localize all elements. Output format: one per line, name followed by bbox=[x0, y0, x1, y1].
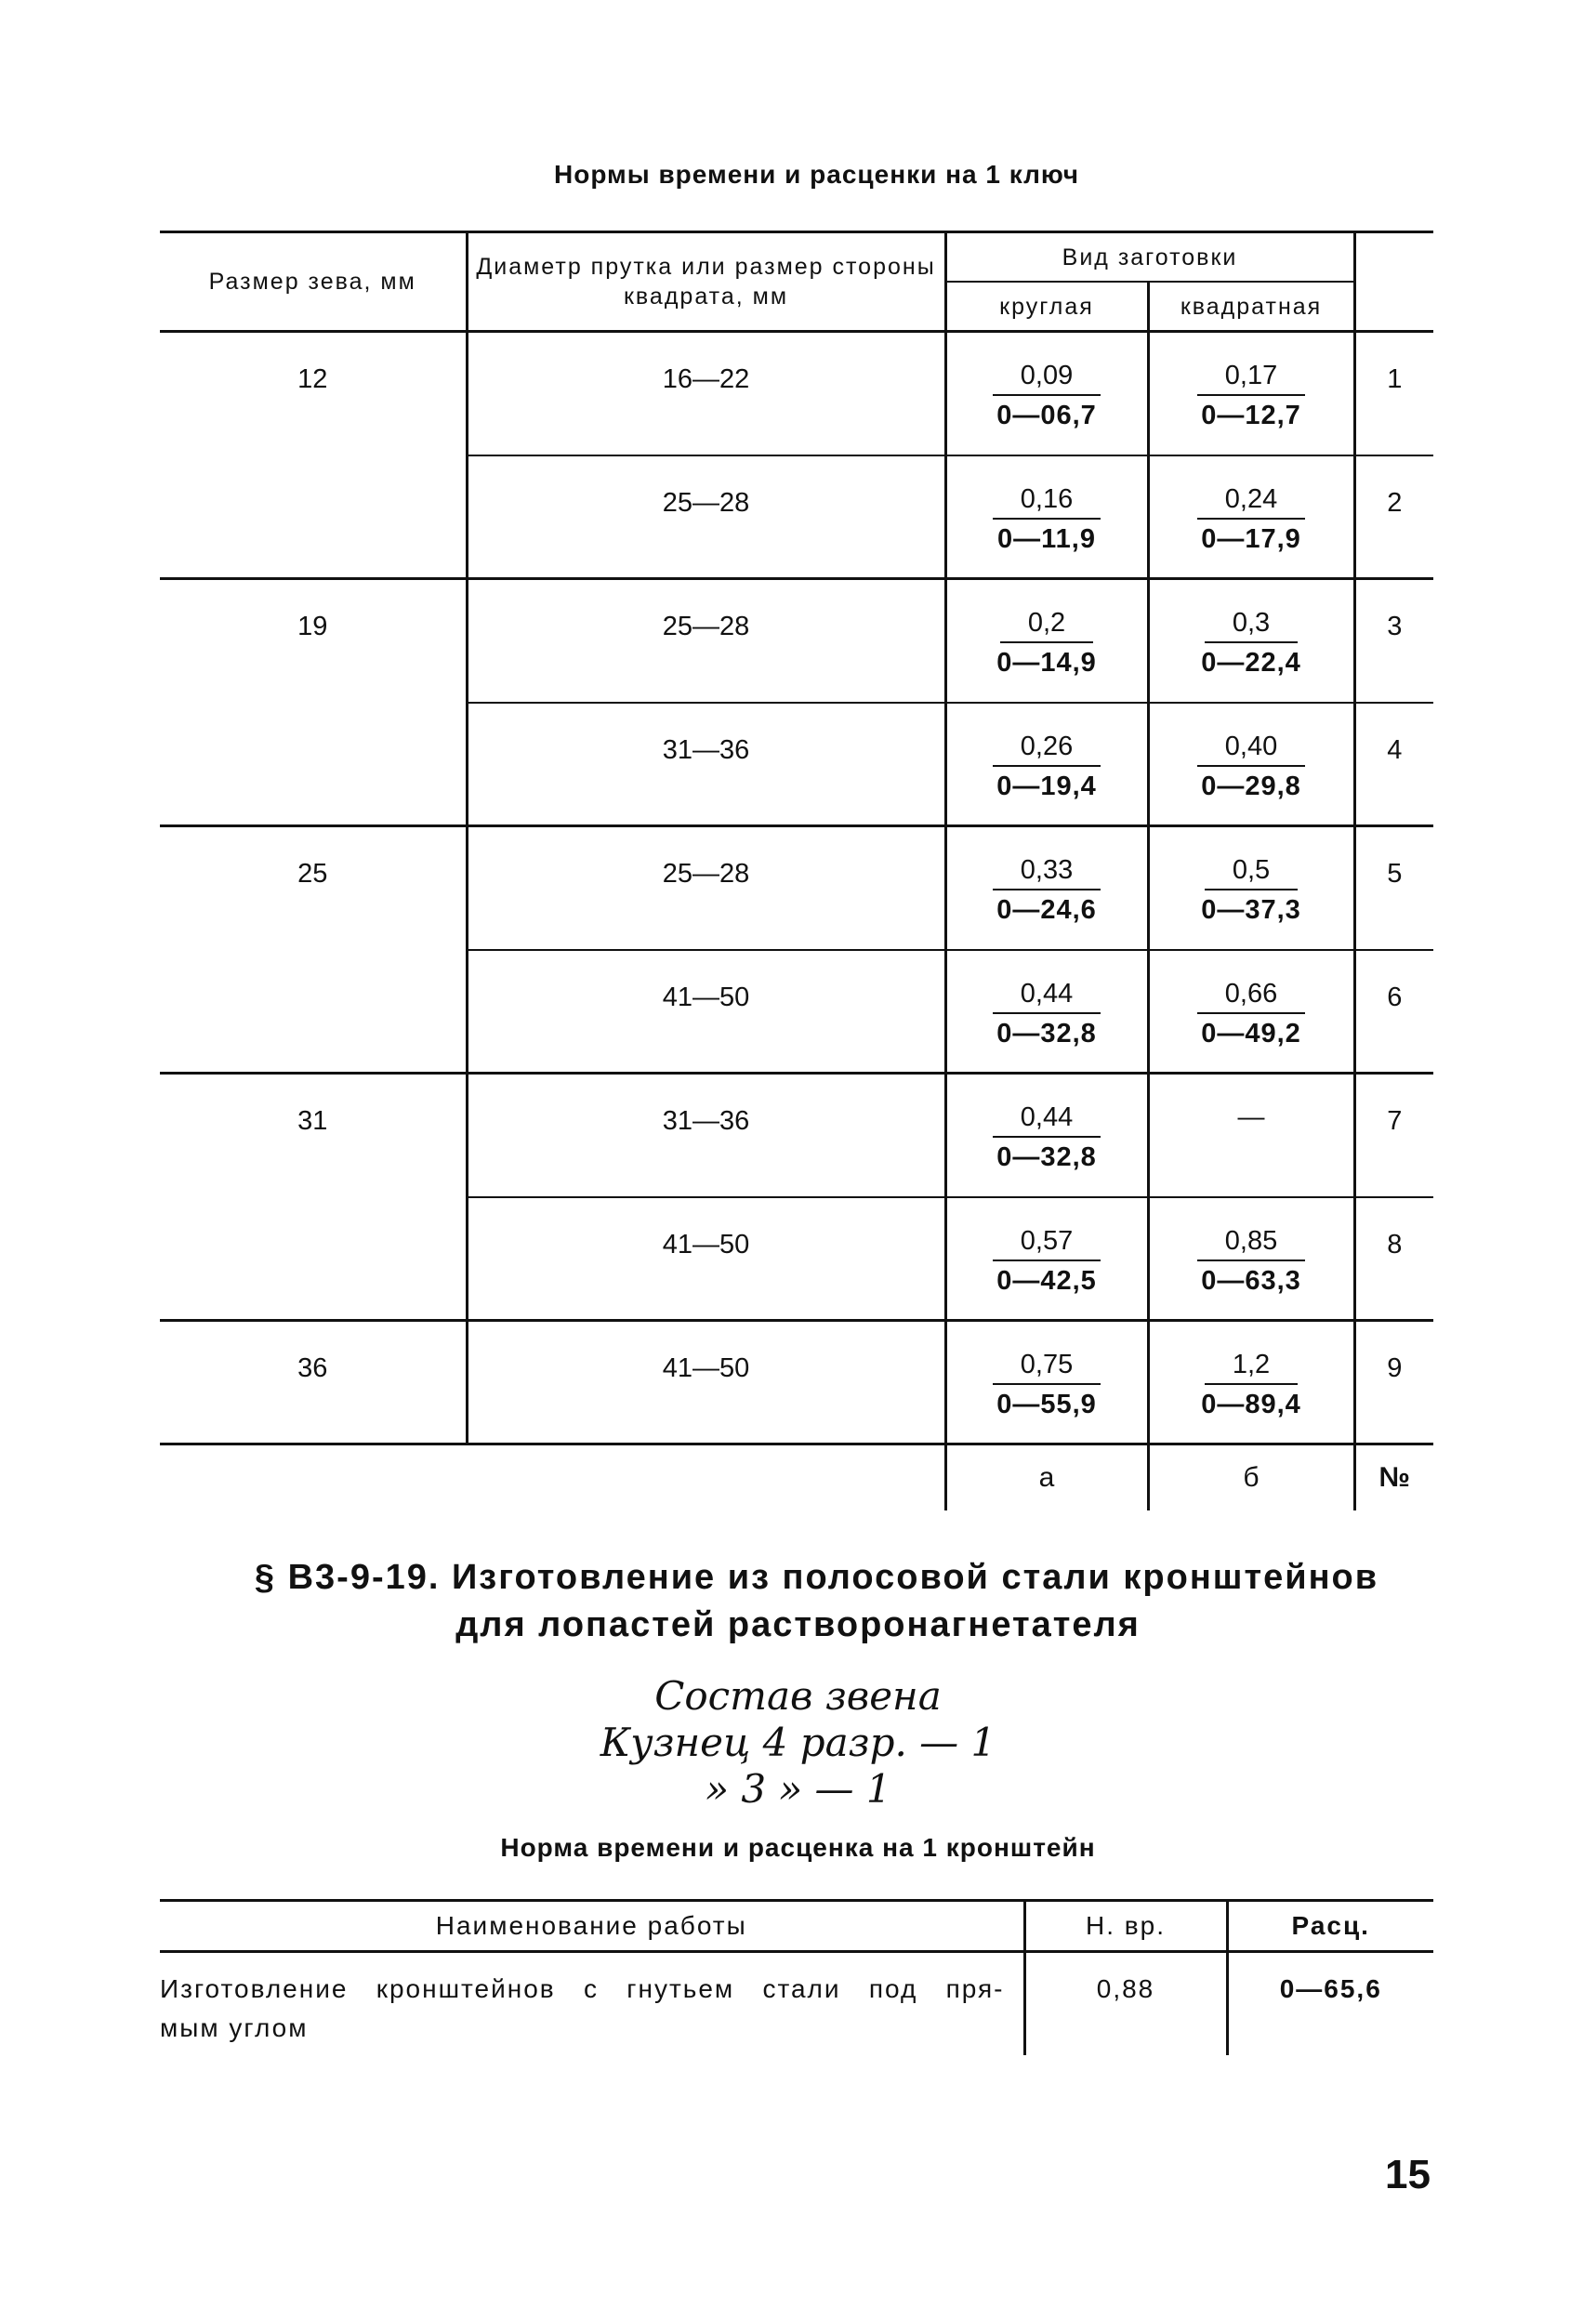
row-number-cell: 5 bbox=[1354, 826, 1433, 950]
header-square: квадратная bbox=[1148, 282, 1354, 332]
page-number: 15 bbox=[1385, 2152, 1431, 2197]
jaw-size-cell bbox=[160, 1197, 467, 1321]
row-number-cell: 4 bbox=[1354, 703, 1433, 826]
round-value-cell bbox=[945, 1074, 1148, 1197]
header-jaw-size: Размер зева, мм bbox=[160, 232, 467, 332]
round-norm: 0,09 bbox=[993, 359, 1101, 396]
table-row bbox=[160, 332, 1433, 455]
header-rate: Расц. bbox=[1227, 1901, 1433, 1952]
square-value-cell bbox=[1148, 826, 1354, 950]
round-norm: 0,44 bbox=[993, 977, 1101, 1014]
round-value-cell bbox=[945, 703, 1148, 826]
diameter-cell: 31—36 bbox=[467, 703, 945, 826]
square-value-cell bbox=[1148, 332, 1354, 455]
square-rate: 0—37,3 bbox=[1201, 895, 1301, 925]
jaw-size-cell: 36 bbox=[160, 1321, 467, 1444]
round-value-cell bbox=[945, 579, 1148, 703]
round-norm: 0,44 bbox=[993, 1101, 1101, 1138]
square-value-cell bbox=[1148, 579, 1354, 703]
jaw-size-cell bbox=[160, 703, 467, 826]
round-rate: 0—42,5 bbox=[996, 1265, 1097, 1296]
diameter-cell: 41—50 bbox=[467, 950, 945, 1074]
table-row bbox=[160, 1074, 1433, 1197]
square-norm: 0,40 bbox=[1197, 730, 1305, 767]
work-name bbox=[160, 1952, 1024, 2056]
round-value-cell bbox=[945, 950, 1148, 1074]
norms-table bbox=[160, 231, 1433, 1510]
table-row bbox=[160, 826, 1433, 950]
table2-caption: Норма времени и расценка на 1 кронштейн bbox=[500, 1833, 1096, 1862]
row-number-cell: 6 bbox=[1354, 950, 1433, 1074]
square-dash: — bbox=[1237, 1102, 1265, 1132]
table-row bbox=[160, 950, 1433, 1074]
square-rate: 0—89,4 bbox=[1201, 1390, 1301, 1419]
round-value-cell bbox=[945, 1197, 1148, 1321]
header-norm: Н. вр. bbox=[1024, 1901, 1227, 1952]
round-rate: 0—19,4 bbox=[996, 771, 1097, 801]
work-name-line2: мым углом bbox=[160, 2013, 309, 2042]
diameter-cell: 25—28 bbox=[467, 579, 945, 703]
row-number-cell: 9 bbox=[1354, 1321, 1433, 1444]
row-number-cell: 7 bbox=[1354, 1074, 1433, 1197]
round-rate: 0—06,7 bbox=[996, 401, 1097, 430]
row-number-cell: 8 bbox=[1354, 1197, 1433, 1321]
row-number-cell: 1 bbox=[1387, 364, 1403, 394]
table-row bbox=[160, 703, 1433, 826]
round-rate: 0—55,9 bbox=[996, 1390, 1097, 1419]
column-number-sign: № bbox=[1378, 1462, 1410, 1493]
work-norm: 0,88 bbox=[1024, 1952, 1227, 2056]
jaw-size-cell: 31 bbox=[160, 1074, 467, 1197]
square-rate: 0—49,2 bbox=[1201, 1018, 1301, 1048]
table-row bbox=[160, 579, 1433, 703]
work-table bbox=[160, 1899, 1433, 2055]
square-rate: 0—12,7 bbox=[1201, 401, 1301, 430]
header-round: круглая bbox=[945, 282, 1148, 332]
column-letter-b: б bbox=[1148, 1444, 1354, 1511]
square-rate: 0—22,4 bbox=[1201, 648, 1301, 678]
round-value-cell bbox=[945, 332, 1148, 455]
diameter-cell: 41—50 bbox=[467, 1321, 945, 1444]
jaw-size-cell: 25 bbox=[160, 826, 467, 950]
round-value-cell bbox=[945, 826, 1148, 950]
square-norm: 0,24 bbox=[1197, 482, 1305, 520]
square-rate: 0—29,8 bbox=[1201, 771, 1301, 801]
crew-line-1: Кузнец 4 разр. — 1 bbox=[600, 1720, 996, 1765]
round-norm: 0,75 bbox=[993, 1348, 1101, 1385]
jaw-size-cell: 12 bbox=[297, 364, 328, 394]
table-row bbox=[160, 1197, 1433, 1321]
round-rate: 0—32,8 bbox=[996, 1018, 1097, 1048]
diameter-cell: 25—28 bbox=[467, 826, 945, 950]
square-norm: 1,2 bbox=[1205, 1348, 1298, 1385]
work-rate: 0—65,6 bbox=[1227, 1952, 1433, 2056]
diameter-cell: 31—36 bbox=[467, 1074, 945, 1197]
round-value-cell bbox=[945, 1321, 1148, 1444]
round-value-cell bbox=[945, 455, 1148, 579]
square-norm: 0,3 bbox=[1205, 606, 1298, 643]
square-value-cell bbox=[1148, 1074, 1354, 1197]
header-diameter: Диаметр прутка или размер стороны квадрата, мм bbox=[467, 232, 945, 332]
column-letter-a: а bbox=[945, 1444, 1148, 1511]
work-name-line1: Изготовление кронштейнов с гнутьем стали под пря- bbox=[160, 1974, 1005, 2003]
square-norm: 0,85 bbox=[1197, 1224, 1305, 1261]
crew-title: Состав звена bbox=[654, 1673, 942, 1719]
round-norm: 0,2 bbox=[1000, 606, 1093, 643]
table-caption: Нормы времени и расценки на 1 ключ bbox=[554, 160, 1079, 189]
square-value-cell bbox=[1148, 703, 1354, 826]
round-rate: 0—14,9 bbox=[996, 648, 1097, 678]
jaw-size-cell: 19 bbox=[160, 579, 467, 703]
round-rate: 0—11,9 bbox=[997, 523, 1096, 554]
crew-line-2: » 3 » — 1 bbox=[705, 1766, 891, 1812]
square-value-cell bbox=[1148, 1197, 1354, 1321]
square-value-cell bbox=[1148, 455, 1354, 579]
section-heading-line1: § В3-9-19. Изготовление из полосовой стали кронштейнов bbox=[254, 1558, 1379, 1597]
diameter-cell: 16—22 bbox=[467, 332, 945, 455]
row-number-cell: 2 bbox=[1354, 455, 1433, 579]
square-value-cell bbox=[1148, 950, 1354, 1074]
round-norm: 0,57 bbox=[993, 1224, 1101, 1261]
table-row bbox=[160, 455, 1433, 579]
header-work: Наименование работы bbox=[160, 1901, 1024, 1952]
square-rate: 0—63,3 bbox=[1201, 1265, 1301, 1296]
diameter-cell: 25—28 bbox=[467, 455, 945, 579]
jaw-size-cell bbox=[160, 950, 467, 1074]
row-number-cell: 3 bbox=[1354, 579, 1433, 703]
square-rate: 0—17,9 bbox=[1201, 523, 1301, 554]
round-norm: 0,26 bbox=[993, 730, 1101, 767]
square-norm: 0,17 bbox=[1197, 359, 1305, 396]
header-blank-type: Вид заготовки bbox=[945, 232, 1354, 283]
round-norm: 0,16 bbox=[993, 482, 1101, 520]
column-letters-row bbox=[160, 1444, 1433, 1511]
round-norm: 0,33 bbox=[993, 853, 1101, 890]
square-value-cell bbox=[1148, 1321, 1354, 1444]
section-heading-line2: для лопастей растворонагнетателя bbox=[455, 1605, 1141, 1644]
round-rate: 0—24,6 bbox=[996, 895, 1097, 925]
square-norm: 0,5 bbox=[1205, 853, 1298, 890]
square-norm: 0,66 bbox=[1197, 977, 1305, 1014]
diameter-cell: 41—50 bbox=[467, 1197, 945, 1321]
round-rate: 0—32,8 bbox=[996, 1142, 1097, 1172]
table-row bbox=[160, 1321, 1433, 1444]
jaw-size-cell bbox=[160, 455, 467, 579]
